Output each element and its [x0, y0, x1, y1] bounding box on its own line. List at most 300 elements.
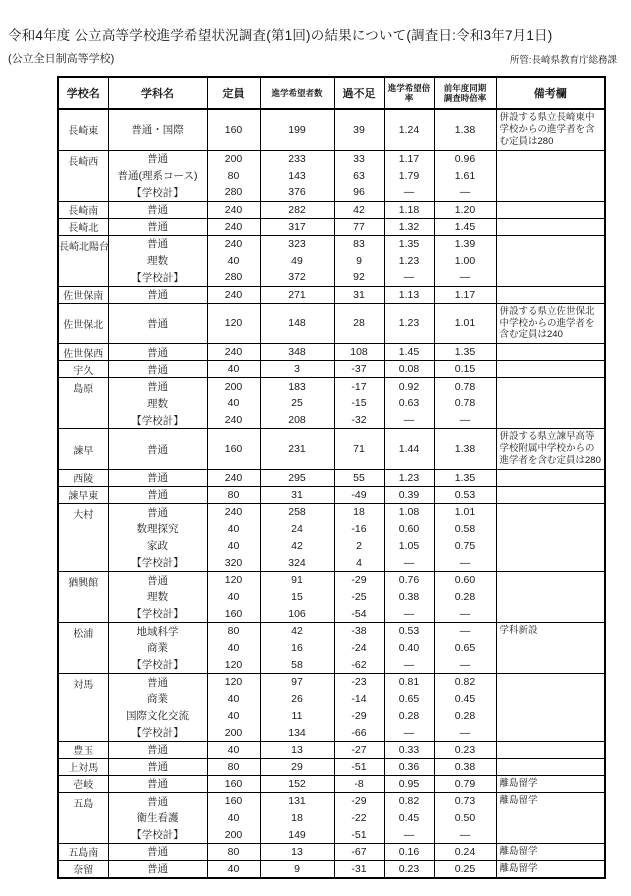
balance-cell: -38 [334, 622, 384, 639]
remark-cell [496, 361, 605, 378]
course-cell: 商業 [108, 690, 207, 707]
remark-cell: 離島留学 [496, 843, 605, 860]
course-cell: 国際文化交流 [108, 707, 207, 724]
prev-ratio-cell: 0.73 [434, 792, 496, 809]
capacity-cell: 240 [207, 503, 260, 520]
ratio-cell: ― [384, 269, 434, 286]
capacity-cell: 240 [207, 412, 260, 429]
ratio-cell: 0.76 [384, 571, 434, 588]
applicants-cell: 97 [260, 673, 334, 690]
remark-cell [496, 673, 605, 741]
header-prev-ratio-line1: 前年度同期 [443, 82, 487, 93]
school-name-cell: 長崎東 [58, 109, 108, 150]
ratio-cell: 0.33 [384, 741, 434, 758]
table-row [58, 429, 605, 470]
balance-cell: -27 [334, 741, 384, 758]
balance-cell: 92 [334, 269, 384, 286]
prev-ratio-cell: 0.15 [434, 361, 496, 378]
capacity-cell: 40 [207, 252, 260, 269]
prev-ratio-cell: 0.75 [434, 537, 496, 554]
course-cell: 理数 [108, 252, 207, 269]
capacity-cell: 160 [207, 429, 260, 470]
remark-cell [496, 378, 605, 429]
applicants-cell: 24 [260, 520, 334, 537]
remark-cell [496, 503, 605, 571]
table-row [58, 741, 605, 758]
ratio-cell: 0.08 [384, 361, 434, 378]
school-name-cell: 諫早東 [58, 486, 108, 503]
ratio-cell: ― [384, 412, 434, 429]
course-cell: 普通 [108, 503, 207, 520]
prev-ratio-cell: 0.82 [434, 673, 496, 690]
prev-ratio-cell: 1.38 [434, 429, 496, 470]
school-name-cell: 佐世保北 [58, 303, 108, 344]
capacity-cell: 160 [207, 109, 260, 150]
table-row [58, 792, 605, 809]
school-name-cell: 西陵 [58, 469, 108, 486]
school-group [58, 860, 605, 877]
capacity-cell: 80 [207, 167, 260, 184]
ratio-cell: 0.63 [384, 395, 434, 412]
course-cell: 普通・国際 [108, 109, 207, 150]
prev-ratio-cell: ― [434, 269, 496, 286]
capacity-cell: 120 [207, 673, 260, 690]
course-cell: 普通 [108, 775, 207, 792]
course-cell: 地域科学 [108, 622, 207, 639]
ratio-cell: 1.18 [384, 201, 434, 218]
school-name-cell: 宇久 [58, 361, 108, 378]
capacity-cell: 200 [207, 378, 260, 395]
school-group [58, 201, 605, 218]
course-cell: 普通 [108, 486, 207, 503]
prev-ratio-cell: ― [434, 656, 496, 673]
remark-cell [496, 218, 605, 235]
applicants-cell: 15 [260, 588, 334, 605]
balance-cell: 4 [334, 554, 384, 571]
applicants-cell: 271 [260, 286, 334, 303]
ratio-cell: 0.45 [384, 809, 434, 826]
prev-ratio-cell: 1.35 [434, 344, 496, 361]
balance-cell: -8 [334, 775, 384, 792]
capacity-cell: 40 [207, 361, 260, 378]
table-row [58, 303, 605, 344]
remark-cell [496, 286, 605, 303]
ratio-cell: 1.23 [384, 252, 434, 269]
table-row [58, 201, 605, 218]
prev-ratio-cell: 0.24 [434, 843, 496, 860]
capacity-cell: 200 [207, 150, 260, 167]
school-group [58, 150, 605, 201]
ratio-cell: 1.79 [384, 167, 434, 184]
balance-cell: 2 [334, 537, 384, 554]
applicants-cell: 199 [260, 109, 334, 150]
school-group [58, 344, 605, 361]
prev-ratio-cell: ― [434, 605, 496, 622]
table-row [58, 673, 605, 690]
applicants-cell: 143 [260, 167, 334, 184]
prev-ratio-cell: 1.01 [434, 303, 496, 344]
table-row [58, 286, 605, 303]
applicants-cell: 134 [260, 724, 334, 741]
capacity-cell: 160 [207, 775, 260, 792]
table-row [58, 378, 605, 395]
subtitle-row [8, 50, 617, 66]
balance-cell: -29 [334, 707, 384, 724]
capacity-cell: 40 [207, 537, 260, 554]
applicants-cell: 13 [260, 741, 334, 758]
school-name-cell: 長崎北陽台 [58, 235, 108, 286]
capacity-cell: 240 [207, 344, 260, 361]
applicants-cell: 58 [260, 656, 334, 673]
school-group [58, 673, 605, 741]
school-name-cell: 猶興館 [58, 571, 108, 622]
remark-cell: 離島留学 [496, 860, 605, 877]
balance-cell: -37 [334, 361, 384, 378]
remark-cell [496, 344, 605, 361]
school-group [58, 486, 605, 503]
table-row [58, 109, 605, 150]
course-cell: 商業 [108, 639, 207, 656]
ratio-cell: 0.36 [384, 758, 434, 775]
ratio-cell: ― [384, 184, 434, 201]
balance-cell: -62 [334, 656, 384, 673]
school-group [58, 429, 605, 470]
balance-cell: -17 [334, 378, 384, 395]
balance-cell: -22 [334, 809, 384, 826]
table-row [58, 758, 605, 775]
applicants-cell: 42 [260, 622, 334, 639]
applicants-cell: 372 [260, 269, 334, 286]
balance-cell: 9 [334, 252, 384, 269]
applicants-cell: 183 [260, 378, 334, 395]
table-row [58, 860, 605, 877]
ratio-cell: 1.32 [384, 218, 434, 235]
balance-cell: 63 [334, 167, 384, 184]
school-group [58, 303, 605, 344]
prev-ratio-cell: 1.61 [434, 167, 496, 184]
ratio-cell: 0.81 [384, 673, 434, 690]
ratio-cell: 0.95 [384, 775, 434, 792]
balance-cell: -32 [334, 412, 384, 429]
school-name-cell: 五島南 [58, 843, 108, 860]
course-cell: 家政 [108, 537, 207, 554]
school-name-cell: 諫早 [58, 429, 108, 470]
course-cell: 普通 [108, 235, 207, 252]
course-cell: 【学校計】 [108, 826, 207, 843]
prev-ratio-cell: 1.00 [434, 252, 496, 269]
remark-cell: 併設する県立佐世保北中学校からの進学者を含む定員は240 [496, 303, 605, 344]
table-header [58, 77, 605, 109]
table-row [58, 486, 605, 503]
balance-cell: 55 [334, 469, 384, 486]
capacity-cell: 240 [207, 218, 260, 235]
capacity-cell: 80 [207, 486, 260, 503]
applicants-cell: 317 [260, 218, 334, 235]
course-cell: 普通 [108, 792, 207, 809]
capacity-cell: 240 [207, 469, 260, 486]
course-cell: 普通 [108, 303, 207, 344]
remark-cell [496, 571, 605, 622]
school-group [58, 622, 605, 673]
course-cell: 普通 [108, 344, 207, 361]
ratio-cell: 1.44 [384, 429, 434, 470]
applicants-cell: 295 [260, 469, 334, 486]
applicants-cell: 149 [260, 826, 334, 843]
school-group [58, 235, 605, 286]
prev-ratio-cell: 0.28 [434, 707, 496, 724]
prev-ratio-cell: 0.79 [434, 775, 496, 792]
school-group [58, 775, 605, 792]
capacity-cell: 40 [207, 690, 260, 707]
remark-cell: 併設する県立長崎東中学校からの進学者を含む定員は280 [496, 109, 605, 150]
ratio-cell: ― [384, 656, 434, 673]
capacity-cell: 120 [207, 656, 260, 673]
balance-cell: -16 [334, 520, 384, 537]
balance-cell: 39 [334, 109, 384, 150]
balance-cell: 96 [334, 184, 384, 201]
prev-ratio-cell: 0.28 [434, 588, 496, 605]
remark-cell: 離島留学 [496, 775, 605, 792]
capacity-cell: 160 [207, 605, 260, 622]
school-group [58, 843, 605, 860]
school-name-cell: 五島 [58, 792, 108, 843]
capacity-cell: 200 [207, 826, 260, 843]
balance-cell: -66 [334, 724, 384, 741]
balance-cell: -24 [334, 639, 384, 656]
prev-ratio-cell: 0.50 [434, 809, 496, 826]
course-cell: 【学校計】 [108, 554, 207, 571]
prev-ratio-cell: 0.78 [434, 378, 496, 395]
prev-ratio-cell: 0.96 [434, 150, 496, 167]
header-balance: 過不足 [334, 77, 384, 109]
applicants-cell: 25 [260, 395, 334, 412]
table-row [58, 503, 605, 520]
school-name-cell: 長崎南 [58, 201, 108, 218]
school-name-cell: 長崎北 [58, 218, 108, 235]
prev-ratio-cell: 1.39 [434, 235, 496, 252]
balance-cell: 71 [334, 429, 384, 470]
applicants-cell: 31 [260, 486, 334, 503]
ratio-cell: 1.13 [384, 286, 434, 303]
prev-ratio-cell: 1.35 [434, 469, 496, 486]
capacity-cell: 80 [207, 622, 260, 639]
table-row [58, 344, 605, 361]
ratio-cell: 1.05 [384, 537, 434, 554]
prev-ratio-cell: 1.45 [434, 218, 496, 235]
course-cell: 【学校計】 [108, 184, 207, 201]
balance-cell: -54 [334, 605, 384, 622]
prev-ratio-cell: 0.65 [434, 639, 496, 656]
balance-cell: -25 [334, 588, 384, 605]
course-cell: 普通 [108, 150, 207, 167]
course-cell: 普通 [108, 286, 207, 303]
ratio-cell: 0.28 [384, 707, 434, 724]
capacity-cell: 240 [207, 201, 260, 218]
school-group [58, 378, 605, 429]
applicants-cell: 18 [260, 809, 334, 826]
ratio-cell: 1.23 [384, 303, 434, 344]
table-row [58, 150, 605, 167]
ratio-cell: 1.08 [384, 503, 434, 520]
capacity-cell: 40 [207, 395, 260, 412]
capacity-cell: 40 [207, 588, 260, 605]
course-cell: 普通 [108, 361, 207, 378]
school-group [58, 571, 605, 622]
applicants-cell: 106 [260, 605, 334, 622]
page-title: 令和4年度 公立高等学校進学希望状況調査(第1回)の結果について(調査日:令和3年7月1日) [8, 28, 553, 43]
remark-cell [496, 741, 605, 758]
course-cell: 普通 [108, 673, 207, 690]
prev-ratio-cell: ― [434, 554, 496, 571]
ratio-cell: 0.92 [384, 378, 434, 395]
applicants-cell: 42 [260, 537, 334, 554]
ratio-cell: 0.23 [384, 860, 434, 877]
prev-ratio-cell: 0.23 [434, 741, 496, 758]
course-cell: 普通 [108, 429, 207, 470]
balance-cell: -51 [334, 758, 384, 775]
prev-ratio-cell: 0.45 [434, 690, 496, 707]
prev-ratio-cell: 1.17 [434, 286, 496, 303]
balance-cell: -49 [334, 486, 384, 503]
ratio-cell: ― [384, 724, 434, 741]
capacity-cell: 240 [207, 235, 260, 252]
capacity-cell: 120 [207, 571, 260, 588]
school-name-cell: 佐世保南 [58, 286, 108, 303]
prev-ratio-cell: 1.01 [434, 503, 496, 520]
capacity-cell: 80 [207, 758, 260, 775]
applicants-cell: 231 [260, 429, 334, 470]
remark-cell [496, 758, 605, 775]
balance-cell: -31 [334, 860, 384, 877]
remark-cell [496, 150, 605, 201]
prev-ratio-cell: 0.38 [434, 758, 496, 775]
balance-cell: 83 [334, 235, 384, 252]
prev-ratio-cell: ― [434, 826, 496, 843]
school-group [58, 758, 605, 775]
table-row [58, 469, 605, 486]
balance-cell: -29 [334, 571, 384, 588]
header-school-name: 学校名 [58, 77, 108, 109]
school-name-cell: 長崎西 [58, 150, 108, 201]
course-cell: 【学校計】 [108, 656, 207, 673]
capacity-cell: 200 [207, 724, 260, 741]
ratio-cell: ― [384, 826, 434, 843]
table-row [58, 622, 605, 639]
applicants-cell: 16 [260, 639, 334, 656]
table-row [58, 235, 605, 252]
school-name-cell: 大村 [58, 503, 108, 571]
balance-cell: 33 [334, 150, 384, 167]
applicants-cell: 29 [260, 758, 334, 775]
ratio-cell: 0.65 [384, 690, 434, 707]
header-applicants: 進学希望者数 [260, 77, 334, 109]
balance-cell: 31 [334, 286, 384, 303]
ratio-cell: 1.17 [384, 150, 434, 167]
balance-cell: 108 [334, 344, 384, 361]
table-container [57, 76, 606, 879]
course-cell: 普通 [108, 758, 207, 775]
prev-ratio-cell: ― [434, 184, 496, 201]
applicants-cell: 282 [260, 201, 334, 218]
course-cell: 普通 [108, 378, 207, 395]
capacity-cell: 40 [207, 707, 260, 724]
ratio-cell: 0.38 [384, 588, 434, 605]
prev-ratio-cell: 1.20 [434, 201, 496, 218]
ratio-cell: 0.60 [384, 520, 434, 537]
course-cell: 普通(理系コース) [108, 167, 207, 184]
school-group [58, 741, 605, 758]
school-group [58, 792, 605, 843]
ratio-cell: 1.23 [384, 469, 434, 486]
applicants-cell: 233 [260, 150, 334, 167]
school-group [58, 469, 605, 486]
school-group [58, 286, 605, 303]
agency-label: 所管:長崎県教育庁総務課 [509, 55, 617, 66]
course-cell: 衛生看護 [108, 809, 207, 826]
school-name-cell: 上対馬 [58, 758, 108, 775]
header-remark: 備考欄 [496, 77, 605, 109]
course-cell: 普通 [108, 741, 207, 758]
applicants-cell: 323 [260, 235, 334, 252]
balance-cell: 18 [334, 503, 384, 520]
course-cell: 【学校計】 [108, 269, 207, 286]
ratio-cell: 0.82 [384, 792, 434, 809]
capacity-cell: 120 [207, 303, 260, 344]
applicants-cell: 131 [260, 792, 334, 809]
course-cell: 【学校計】 [108, 605, 207, 622]
capacity-cell: 280 [207, 269, 260, 286]
capacity-cell: 80 [207, 843, 260, 860]
applicants-cell: 348 [260, 344, 334, 361]
capacity-cell: 40 [207, 860, 260, 877]
school-group [58, 361, 605, 378]
balance-cell: -15 [334, 395, 384, 412]
course-cell: 【学校計】 [108, 724, 207, 741]
course-cell: 普通 [108, 469, 207, 486]
course-cell: 普通 [108, 843, 207, 860]
prev-ratio-cell: 0.25 [434, 860, 496, 877]
applicants-cell: 49 [260, 252, 334, 269]
prev-ratio-cell: ― [434, 622, 496, 639]
balance-cell: -14 [334, 690, 384, 707]
applicants-cell: 152 [260, 775, 334, 792]
header-course-name: 学科名 [108, 77, 207, 109]
prev-ratio-cell: 0.78 [434, 395, 496, 412]
capacity-cell: 40 [207, 809, 260, 826]
header-row [58, 77, 605, 109]
course-cell: 理数 [108, 588, 207, 605]
school-name-cell: 豊玉 [58, 741, 108, 758]
ratio-cell: 1.24 [384, 109, 434, 150]
course-cell: 数理探究 [108, 520, 207, 537]
applicants-cell: 376 [260, 184, 334, 201]
remark-cell: 離島留学 [496, 792, 605, 843]
capacity-cell: 40 [207, 520, 260, 537]
course-cell: 理数 [108, 395, 207, 412]
prev-ratio-cell: 1.38 [434, 109, 496, 150]
applicants-cell: 91 [260, 571, 334, 588]
page-subtitle: (公立全日制高等学校) [8, 53, 115, 65]
capacity-cell: 40 [207, 639, 260, 656]
applicants-cell: 258 [260, 503, 334, 520]
table-row [58, 843, 605, 860]
school-name-cell: 佐世保西 [58, 344, 108, 361]
table-row [58, 218, 605, 235]
prev-ratio-cell: ― [434, 412, 496, 429]
school-name-cell: 壱岐 [58, 775, 108, 792]
school-name-cell: 対馬 [58, 673, 108, 741]
prev-ratio-cell: 0.58 [434, 520, 496, 537]
